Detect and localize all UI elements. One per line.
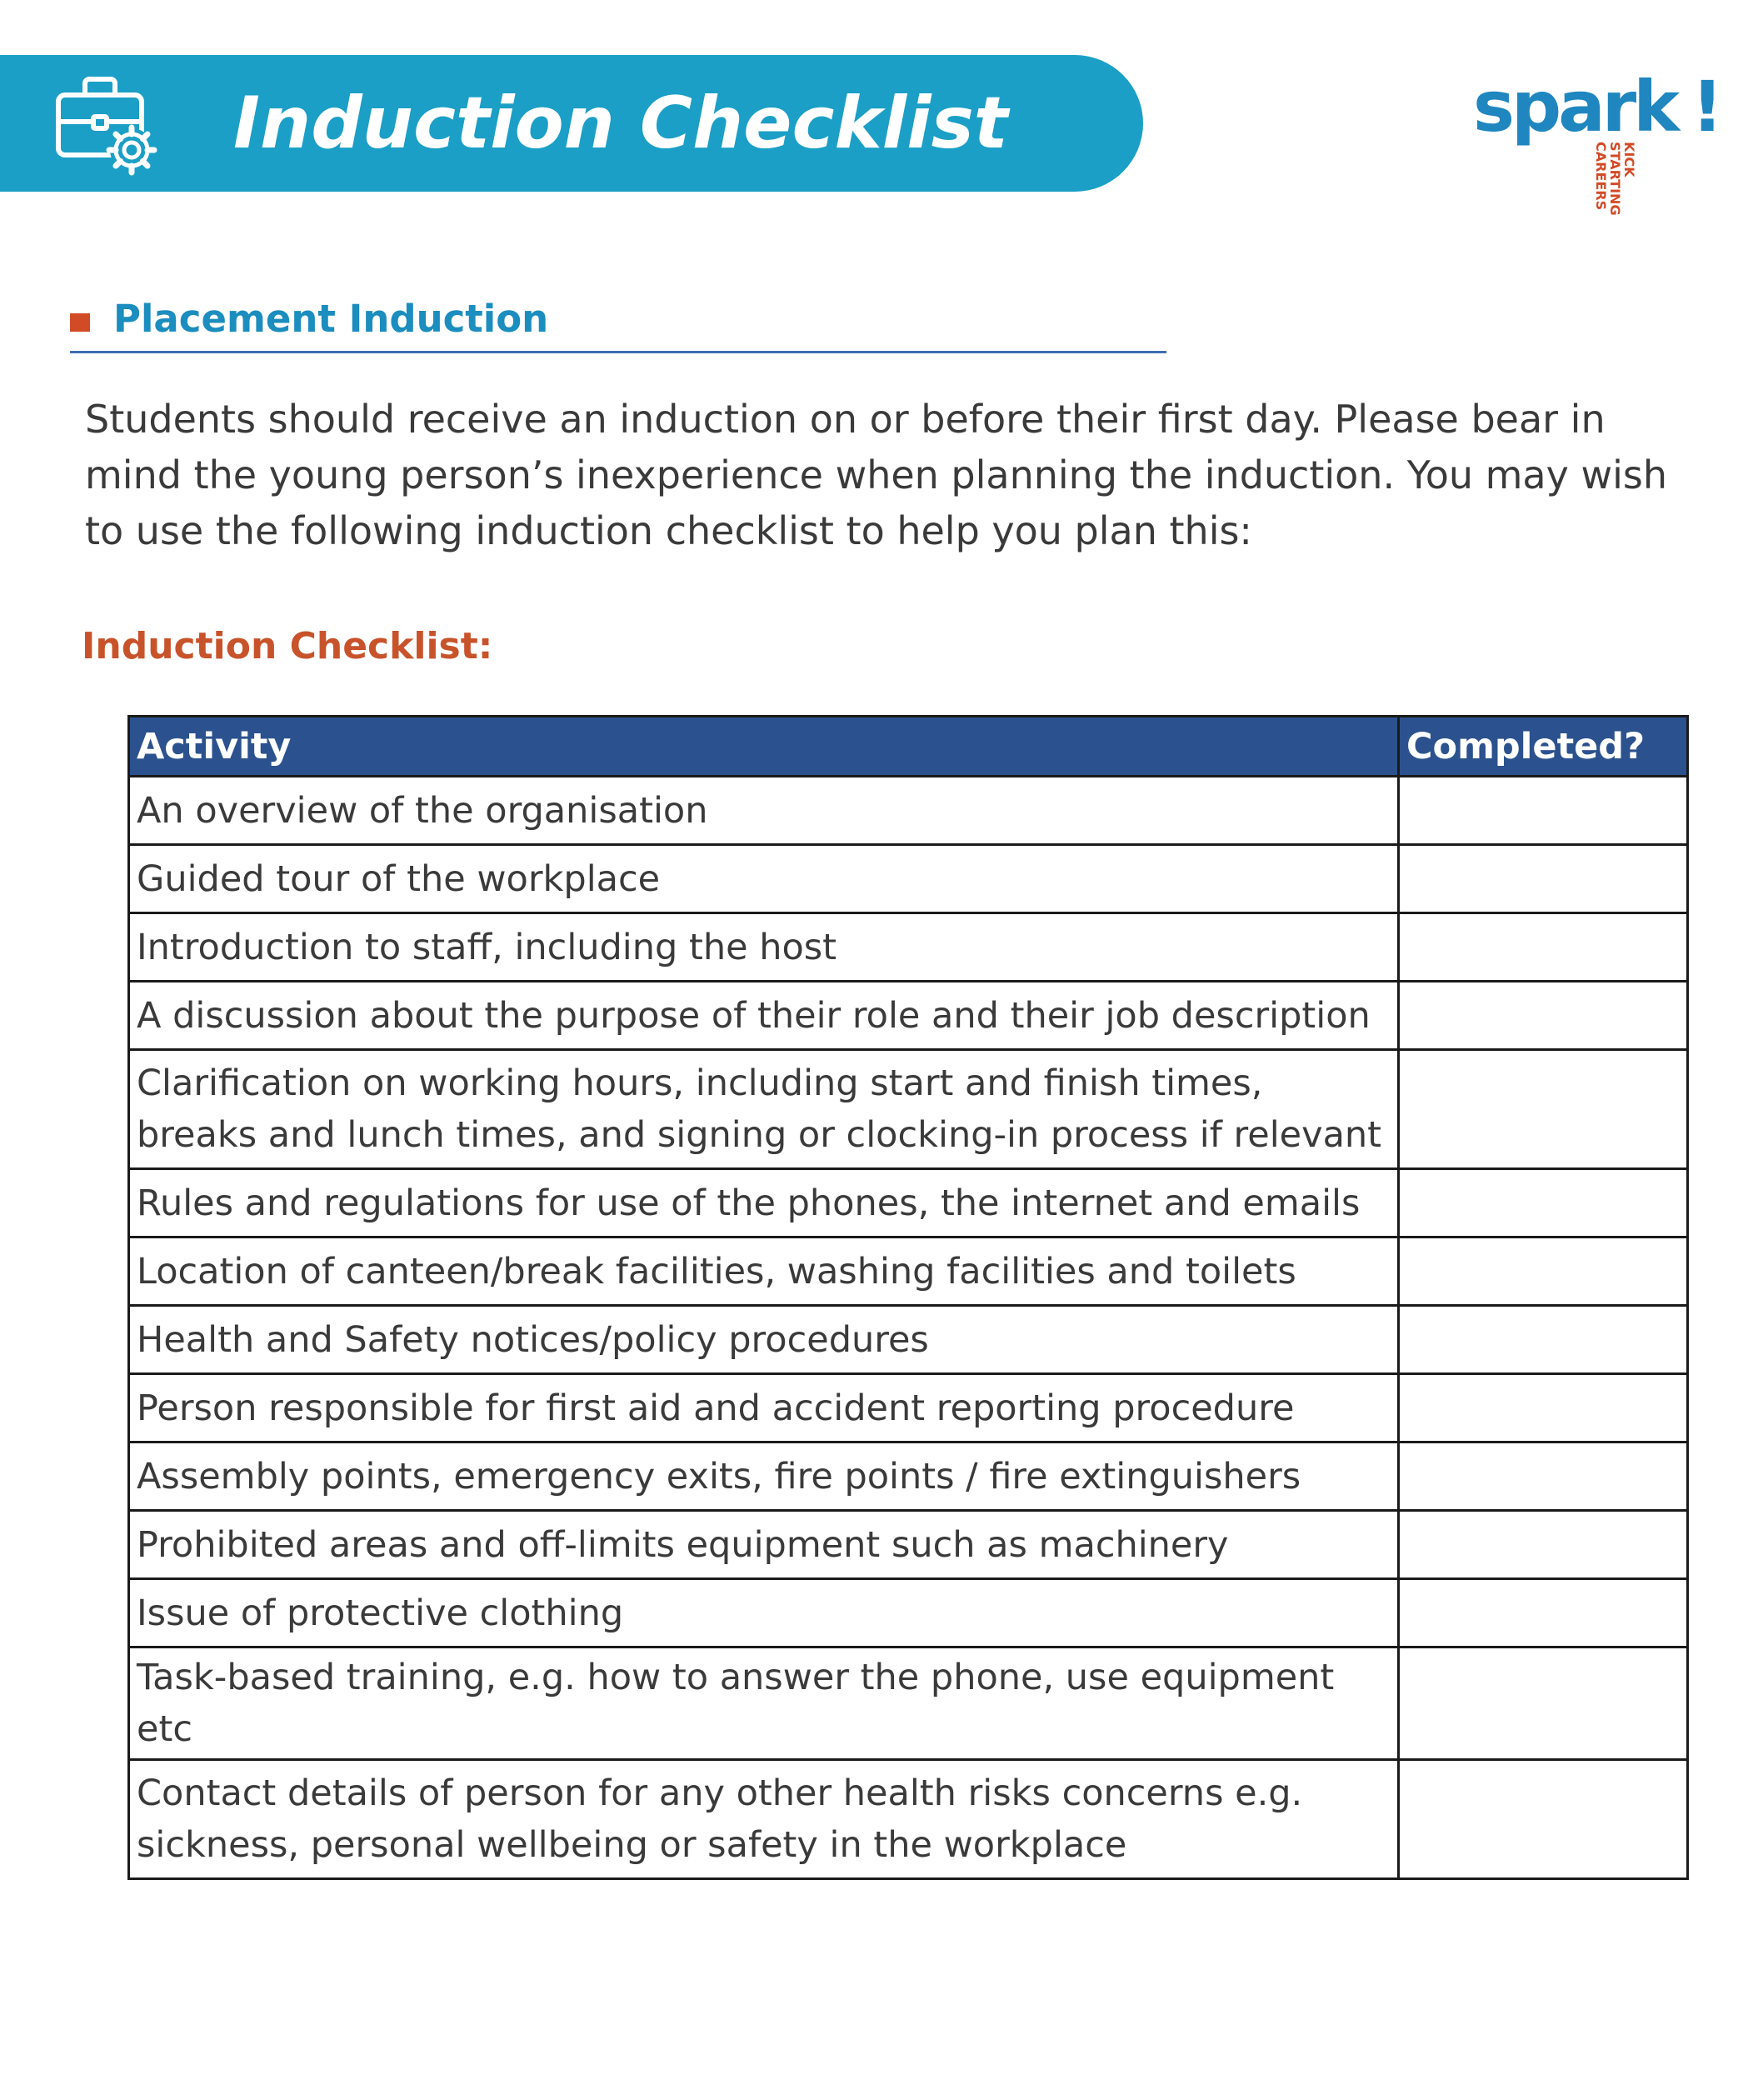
logo-tagline-line: KICK [1621,142,1637,178]
activity-cell: Prohibited areas and off-limits equipment such as machinery [129,1511,1399,1579]
logo-exclamation: ! [1691,66,1724,148]
completed-cell[interactable] [1399,1050,1688,1169]
completed-cell[interactable] [1399,982,1688,1050]
logo-tagline-line: STARTING [1607,142,1623,216]
table-row [129,1442,1688,1511]
activity-cell: Health and Safety notices/policy procedures [129,1306,1399,1374]
activity-cell: Guided tour of the workplace [129,845,1399,913]
completed-cell[interactable] [1399,845,1688,913]
table-row [129,982,1688,1050]
logo-tagline [1594,142,1636,258]
completed-cell[interactable] [1399,1760,1688,1879]
completed-cell[interactable] [1399,777,1688,845]
spark-logo [1473,55,1724,216]
activity-cell: Clarification on working hours, including start and finish times, breaks and lunch times, and signing or clocking-in process if relevant [129,1050,1399,1169]
activity-cell: A discussion about the purpose of their role and their job description [129,982,1399,1050]
table-row [129,1648,1688,1760]
column-header-activity: Activity [129,717,1399,777]
section-title: Placement Induction [113,297,549,341]
completed-cell[interactable] [1399,1374,1688,1442]
section-divider [70,351,1166,353]
activity-cell: Person responsible for first aid and accident reporting procedure [129,1374,1399,1442]
activity-cell: Introduction to staff, including the host [129,913,1399,982]
completed-cell[interactable] [1399,1648,1688,1760]
table-row [129,1306,1688,1374]
table-row [129,777,1688,845]
activity-cell: Contact details of person for any other health risks concerns e.g. sickness, personal wellbeing or safety in the workplace [129,1760,1399,1879]
page-title: Induction Checklist [233,82,1008,165]
checklist-table [127,715,1689,1880]
table-row [129,1760,1688,1879]
activity-cell: Task-based training, e.g. how to answer the phone, use equipment etc [129,1648,1399,1760]
logo-tagline-line: CAREERS [1593,142,1609,211]
table-row [129,913,1688,982]
section-marker [70,313,90,332]
table-row [129,1238,1688,1306]
checklist-heading: Induction Checklist: [82,625,493,668]
table-row [129,845,1688,913]
completed-cell[interactable] [1399,1306,1688,1374]
intro-paragraph: Students should receive an induction on or before their first day. Please bear in mind the young person’s inexperience when planning the induction. You may wish to use the following induction checklist to help you plan this: [85,397,1667,553]
logo-wordmark: spark [1473,66,1677,148]
briefcase-gear-icon [52,72,160,177]
completed-cell[interactable] [1399,1238,1688,1306]
completed-cell[interactable] [1399,1579,1688,1648]
table-row [129,1511,1688,1579]
completed-cell[interactable] [1399,913,1688,982]
activity-cell: Location of canteen/break facilities, washing facilities and toilets [129,1238,1399,1306]
table-row [129,1050,1688,1169]
table-row [129,1169,1688,1238]
table-row [129,1374,1688,1442]
title-banner [0,55,1143,192]
completed-cell[interactable] [1399,1442,1688,1511]
activity-cell: Issue of protective clothing [129,1579,1399,1648]
column-header-completed: Completed? [1399,717,1688,777]
activity-cell: An overview of the organisation [129,777,1399,845]
completed-cell[interactable] [1399,1511,1688,1579]
completed-cell[interactable] [1399,1169,1688,1238]
table-row [129,1579,1688,1648]
activity-cell: Assembly points, emergency exits, fire points / fire extinguishers [129,1442,1399,1511]
activity-cell: Rules and regulations for use of the phones, the internet and emails [129,1169,1399,1238]
table-header-row [129,717,1688,777]
